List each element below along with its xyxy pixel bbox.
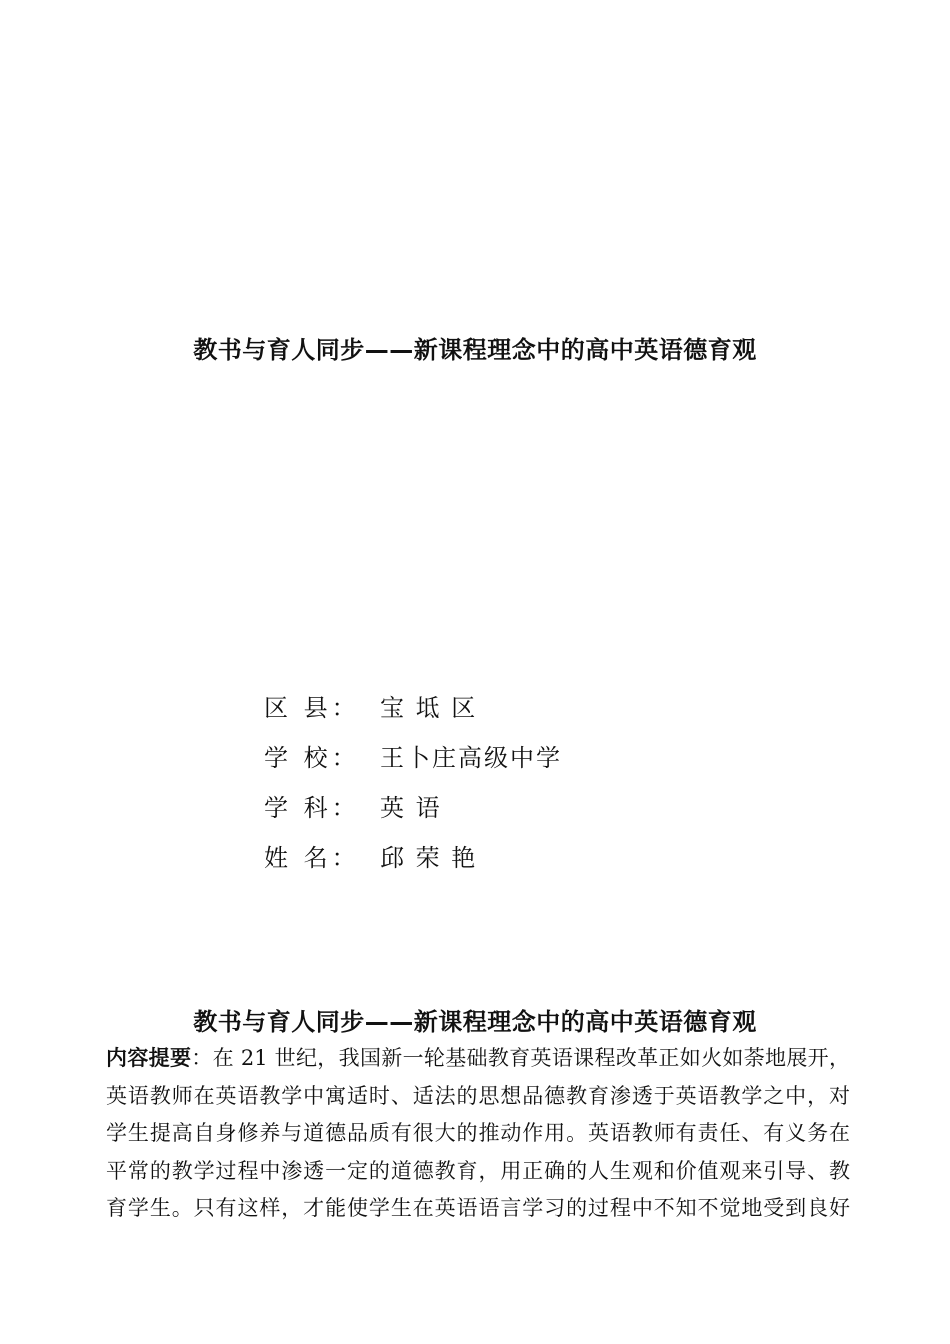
- name-label: 姓 名：: [264, 843, 360, 872]
- district-label: 区 县：: [264, 693, 360, 722]
- info-row-district: [264, 680, 562, 730]
- abstract-text: ：在 21 世纪，我国新一轮基础教育英语课程改革正如火如荼地展开，: [191, 1046, 851, 1070]
- abstract-line: 英语教师在英语教学中寓适时、适法的思想品德教育渗透于英语教学之中，对: [106, 1083, 850, 1108]
- abstract-line: 平常的教学过程中渗透一定的道德教育，用正确的人生观和价值观来引导、教: [106, 1158, 850, 1183]
- info-row-name: [264, 830, 562, 880]
- article-title: 教书与育人同步——新课程理念中的高中英语德育观: [193, 1008, 757, 1036]
- subject-value: 英 语: [380, 793, 442, 822]
- name-value: 邱 荣 艳: [380, 843, 478, 872]
- abstract-label: 内容提要: [106, 1046, 192, 1070]
- school-label: 学 校：: [264, 743, 360, 772]
- cover-title: 教书与育人同步——新课程理念中的高中英语德育观: [193, 336, 757, 364]
- school-value: 王卜庄高级中学: [380, 743, 562, 772]
- abstract-line: 学生提高自身修养与道德品质有很大的推动作用。英语教师有责任、有义务在: [106, 1121, 850, 1145]
- info-row-school: [264, 730, 562, 780]
- subject-label: 学 科：: [264, 793, 360, 822]
- district-value: 宝 坻 区: [380, 693, 478, 722]
- abstract-line: [106, 1040, 850, 1078]
- abstract-line: 育学生。只有这样，才能使学生在英语语言学习的过程中不知不觉地受到良好: [106, 1196, 850, 1220]
- cover-info: [264, 680, 562, 880]
- abstract: [106, 1040, 850, 1228]
- info-row-subject: [264, 780, 562, 830]
